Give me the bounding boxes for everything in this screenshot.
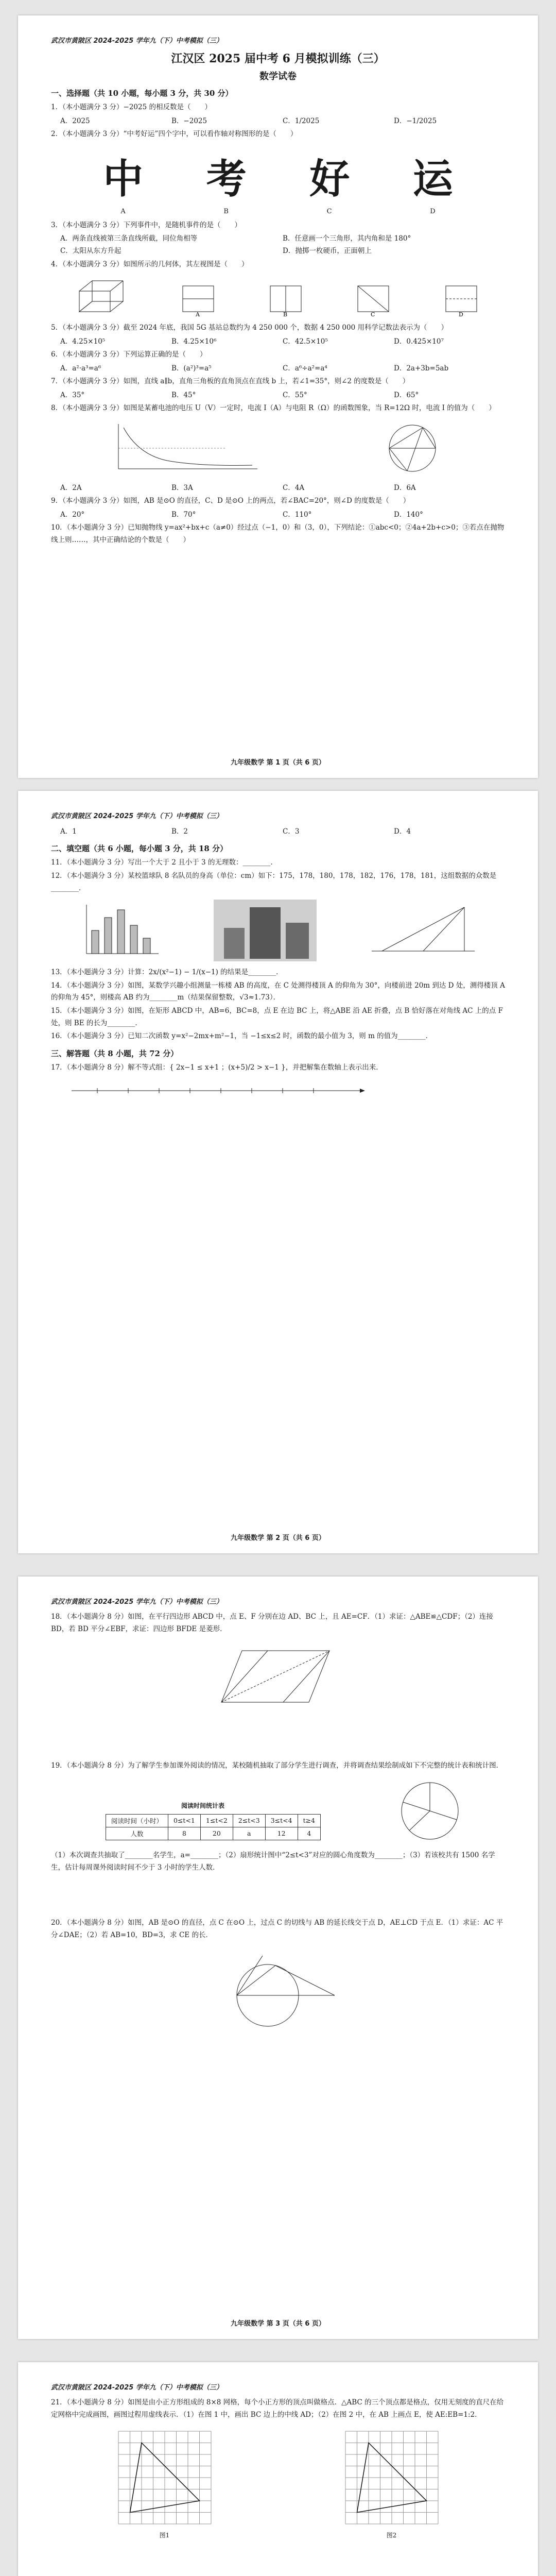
option: B．任意画一个三角形，其内角和是 180° [283, 234, 411, 243]
question-4: 4．（本小题满分 3 分）如图所示的几何体，其左视图是（ ） [51, 260, 249, 268]
page-3 [18, 1577, 538, 2339]
view-d [441, 281, 482, 317]
question-18: 18．（本小题满分 8 分）如图，在平行四边形 ABCD 中，点 E、F 分别在边 AD、BC 上，且 AE=CF．（1）求证：△ABE≌△CDF；（2）连接 BD，若 BD 平分∠EBF，求证：四边形 BFDE 是菱形． [51, 1613, 493, 1633]
table-cell: 阅读时间（小时） [106, 1814, 168, 1827]
question-12: 12．（本小题满分 3 分）某校篮球队 8 名队员的身高（单位：cm）如下：175，178，180，178，182，176，178，181，这组数据的众数是________． [51, 871, 497, 892]
question-1: 1．（本小题满分 3 分）−2025 的相反数是（ ） [51, 103, 212, 111]
option: C．3 [283, 827, 300, 836]
exam-title: 江汉区 2025 届中考 6 月模拟训练（三） [171, 52, 385, 65]
question-8: 8．（本小题满分 3 分）如图是某蓄电池的电压 U（V）一定时，电流 I（A）与电阻 R（Ω）的函数图象，当 R=12Ω 时，电流 I 的值为（ ） [51, 404, 496, 413]
page-header: 武汉市黄陂区 2024-2025 学年九（下）中考模拟（三） [51, 1598, 223, 1606]
q6-options [60, 362, 505, 375]
view-a [178, 281, 219, 317]
table-cell: 2≤t<3 [233, 1814, 265, 1827]
option: C．4A [283, 483, 305, 492]
exam-subtitle: 数学试卷 [259, 71, 297, 82]
question-14: 14．（本小题满分 3 分）如图，某数学兴趣小组测量一栋楼 AB 的高度，在 C 处测得楼顶 A 的仰角为 30°，向楼前进 20m 到达 D 处，测得楼顶 A 的仰角为 45°，则楼高 AB 约为________m（结果保留整数，√3≈1.73）． [51, 981, 505, 1002]
function-graph [108, 420, 263, 477]
q20-figure [51, 1946, 505, 2034]
q8-options [60, 482, 505, 494]
page-1 [18, 15, 538, 778]
grid-figure-1 [113, 2426, 216, 2539]
table-cell: 人数 [106, 1827, 168, 1840]
view-b [265, 281, 306, 317]
tangent-circle-figure [211, 1946, 345, 2034]
option: B．2 [171, 827, 188, 836]
table-cell: 4 [298, 1827, 320, 1840]
parallelogram-figure [211, 1640, 345, 1713]
option: B．−2025 [171, 116, 207, 125]
character: 考 [206, 155, 247, 202]
option: C．a⁶÷a²=a⁴ [283, 364, 327, 372]
option: A．4.25×10⁵ [60, 337, 106, 346]
caption: C [326, 207, 332, 215]
q10-options [60, 825, 505, 838]
page-header: 武汉市黄陂区 2024-2025 学年九（下）中考模拟（三） [51, 812, 223, 820]
option: D．140° [394, 510, 423, 519]
question-13: 13．（本小题满分 3 分）计算：2x/(x²−1) − 1/(x−1) 的结果是________． [51, 968, 283, 977]
option: B．45° [171, 391, 196, 399]
page-footer: 九年级数学 第 1 页（共 6 页） [231, 759, 325, 767]
q1-options [60, 115, 505, 127]
option: A．2A [60, 483, 82, 492]
q4-figures [51, 276, 505, 317]
section-2-title: 二、填空题（共 6 小题，每小题 3 分，共 18 分） [51, 844, 228, 854]
option: D．−1/2025 [394, 116, 437, 125]
table-cell: 1≤t<2 [200, 1814, 233, 1827]
section-3-title: 三、解答题（共 8 小题，共 72 分） [51, 1048, 179, 1058]
character: 好 [309, 155, 350, 202]
question-15: 15．（本小题满分 3 分）如图，在矩形 ABCD 中，AB=6，BC=8，点 E 在边 BC 上，将△ABE 沿 AE 折叠，点 B 恰好落在对角线 AC 上的点 F 处，则 BE 的长为________． [51, 1007, 503, 1027]
table-cell: a [233, 1827, 265, 1840]
option: A．35° [60, 391, 85, 399]
svg-text:C: C [371, 311, 375, 317]
q19-figures [51, 1777, 505, 1844]
option: C．55° [283, 391, 307, 399]
option: D．抛掷一枚硬币，正面朝上 [283, 247, 372, 256]
q7-options [60, 389, 505, 401]
question-5: 5．（本小题满分 3 分）截至 2024 年底，我国 5G 基站总数约为 4 250 000 个，数据 4 250 000 用科学记数法表示为（ ） [51, 324, 448, 332]
option: D．2a+3b=5ab [394, 364, 449, 372]
question-2: 2．（本小题满分 3 分）“中考好运”四个字中，可以看作轴对称图形的是（ ） [51, 129, 298, 138]
option: C．42.5×10⁵ [283, 337, 328, 346]
option: B．3A [171, 483, 193, 492]
q12-q14-figures [51, 900, 505, 961]
question-9: 9．（本小题满分 3 分）如图，AB 是⊙O 的直径，C、D 是⊙O 上的两点，若∠BAC=20°，则∠D 的度数是（ ） [51, 497, 410, 505]
svg-text:B: B [283, 311, 288, 317]
question-7: 7．（本小题满分 3 分）如图，直线 a∥b，直角三角板的直角顶点在直线 b 上，若∠1=35°，则∠2 的度数是（ ） [51, 377, 410, 386]
question-19-sub: （1）本次调查共抽取了________名学生，a=________；（2）扇形统计图中“2≤t<3”对应的圆心角度数为________；（3）若该校共有 1500 名学生，估计每周课外阅读时间不少于 3 小时的学生人数． [51, 1851, 495, 1872]
question-3: 3．（本小题满分 3 分）下列事件中，是随机事件的是（ ） [51, 221, 242, 229]
caption: B [223, 207, 229, 215]
question-17: 17．（本小题满分 8 分）解不等式组：{ 2x−1 ≤ x+1 ；(x+5)/2 > x−1 }，并把解集在数轴上表示出来． [51, 1063, 383, 1072]
figure-caption: 图1 [159, 2532, 170, 2539]
answer-space [51, 1875, 505, 1916]
q3-options [60, 232, 505, 258]
bar-figure [76, 900, 164, 961]
table-row [106, 1827, 320, 1840]
question-19: 19．（本小题满分 8 分）为了解学生参加课外阅读的情况，某校随机抽取了部分学生进行调查，并将调查结果绘制成如下不完整的统计表和统计图． [51, 1761, 503, 1770]
grid-2 [340, 2426, 443, 2529]
q21-grids [51, 2426, 505, 2539]
building-photo [214, 900, 317, 961]
page-4 [18, 2362, 538, 2576]
page-2 [18, 791, 538, 1553]
svg-text:A: A [195, 311, 200, 317]
q8-q9-figures [51, 420, 505, 477]
option: D．4 [394, 827, 411, 836]
grid-1 [113, 2426, 216, 2529]
caption: A [120, 207, 126, 215]
pie-figure [389, 1777, 471, 1844]
question-10: 10．（本小题满分 3 分）已知抛物线 y=ax²+bx+c（a≠0）经过点（−1，0）和（3，0），下列结论：①abc<0；②4a+2b+c>0；③若点在抛物线上则……，其中正确结论的个数是（ ） [51, 523, 505, 544]
table-cell: 20 [200, 1827, 233, 1840]
option: A．a²·a³=a⁶ [60, 364, 101, 372]
option: C．110° [283, 510, 312, 519]
answer-space [51, 2545, 505, 2576]
option: A．两条直线被第三条直线所截，同位角相等 [60, 234, 198, 243]
stats-table [85, 1801, 321, 1844]
question-20: 20．（本小题满分 8 分）如图，AB 是⊙O 的直径，点 C 在⊙O 上，过点 C 的切线与 AB 的延长线交于点 D，AE⊥CD 于点 E．（1）求证：AC 平分∠DAE；（2）若 AB=10，BD=3，求 CE 的长． [51, 1919, 503, 1939]
character: 运 [412, 155, 453, 202]
page-header: 武汉市黄陂区 2024-2025 学年九（下）中考模拟（三） [51, 2384, 223, 2392]
svg-text:D: D [458, 311, 463, 317]
q5-options [60, 335, 505, 348]
answer-space [51, 1718, 505, 1759]
option: B．(a²)³=a⁵ [171, 364, 212, 372]
table-caption: 阅读时间统计表 [181, 1802, 224, 1809]
option: B．4.25×10⁶ [171, 337, 217, 346]
figure-caption: 图2 [386, 2532, 397, 2539]
q9-options [60, 509, 505, 521]
table-cell: 0≤t<1 [168, 1814, 201, 1827]
option: D．0.425×10⁷ [394, 337, 444, 346]
table-cell: t≥4 [298, 1814, 320, 1827]
question-16: 16．（本小题满分 3 分）已知二次函数 y=x²−2mx+m²−1，当 −1≤x≤2 时，函数的最小值为 3，则 m 的值为________． [51, 1032, 433, 1041]
option: C．太阳从东方升起 [60, 247, 121, 256]
section-1-title: 一、选择题（共 10 小题，每小题 3 分，共 30 分） [51, 89, 233, 98]
option: A．1 [60, 827, 77, 836]
page-footer: 九年级数学 第 3 页（共 6 页） [231, 2320, 325, 2328]
table-cell: 12 [265, 1827, 298, 1840]
question-21: 21．（本小题满分 8 分）如图是由小正方形组成的 8×8 网格，每个小正方形的顶点叫做格点．△ABC 的三个顶点都是格点，仅用无刻度的直尺在给定网格中完成画图，画图过程用虚线表示．（1）在图 1 中，画出 BC 边上的中线 AD；（2）在图 2 中，在 AB 上画点 E，使 AE:EB=1:2． [51, 2398, 504, 2419]
option: B．70° [171, 510, 196, 519]
q18-figure [51, 1640, 505, 1713]
elevation-figure [367, 900, 480, 961]
number-line [61, 1075, 370, 1106]
caption: D [430, 207, 436, 215]
table-row [106, 1814, 320, 1827]
view-c [353, 281, 394, 317]
option: D．65° [394, 391, 419, 399]
character: 中 [103, 155, 144, 202]
option: C．1/2025 [283, 116, 320, 125]
answer-space [61, 1075, 505, 1111]
page-header: 武汉市黄陂区 2024-2025 学年九（下）中考模拟（三） [51, 37, 223, 45]
solid-figure [74, 276, 131, 317]
question-6: 6．（本小题满分 3 分）下列运算正确的是（ ） [51, 350, 207, 359]
option: A．20° [60, 510, 85, 519]
circle-figure [376, 420, 448, 477]
grid-figure-2 [340, 2426, 443, 2539]
option: D．6A [394, 483, 416, 492]
page-footer: 九年级数学 第 2 页（共 6 页） [231, 1534, 325, 1542]
q2-captions [72, 208, 484, 215]
q2-characters [72, 147, 484, 205]
table-cell: 3≤t<4 [265, 1814, 298, 1827]
option: A．2025 [60, 116, 90, 125]
table-cell: 8 [168, 1827, 201, 1840]
question-11: 11．（本小题满分 3 分）写出一个大于 2 且小于 3 的无理数：________． [51, 858, 277, 867]
